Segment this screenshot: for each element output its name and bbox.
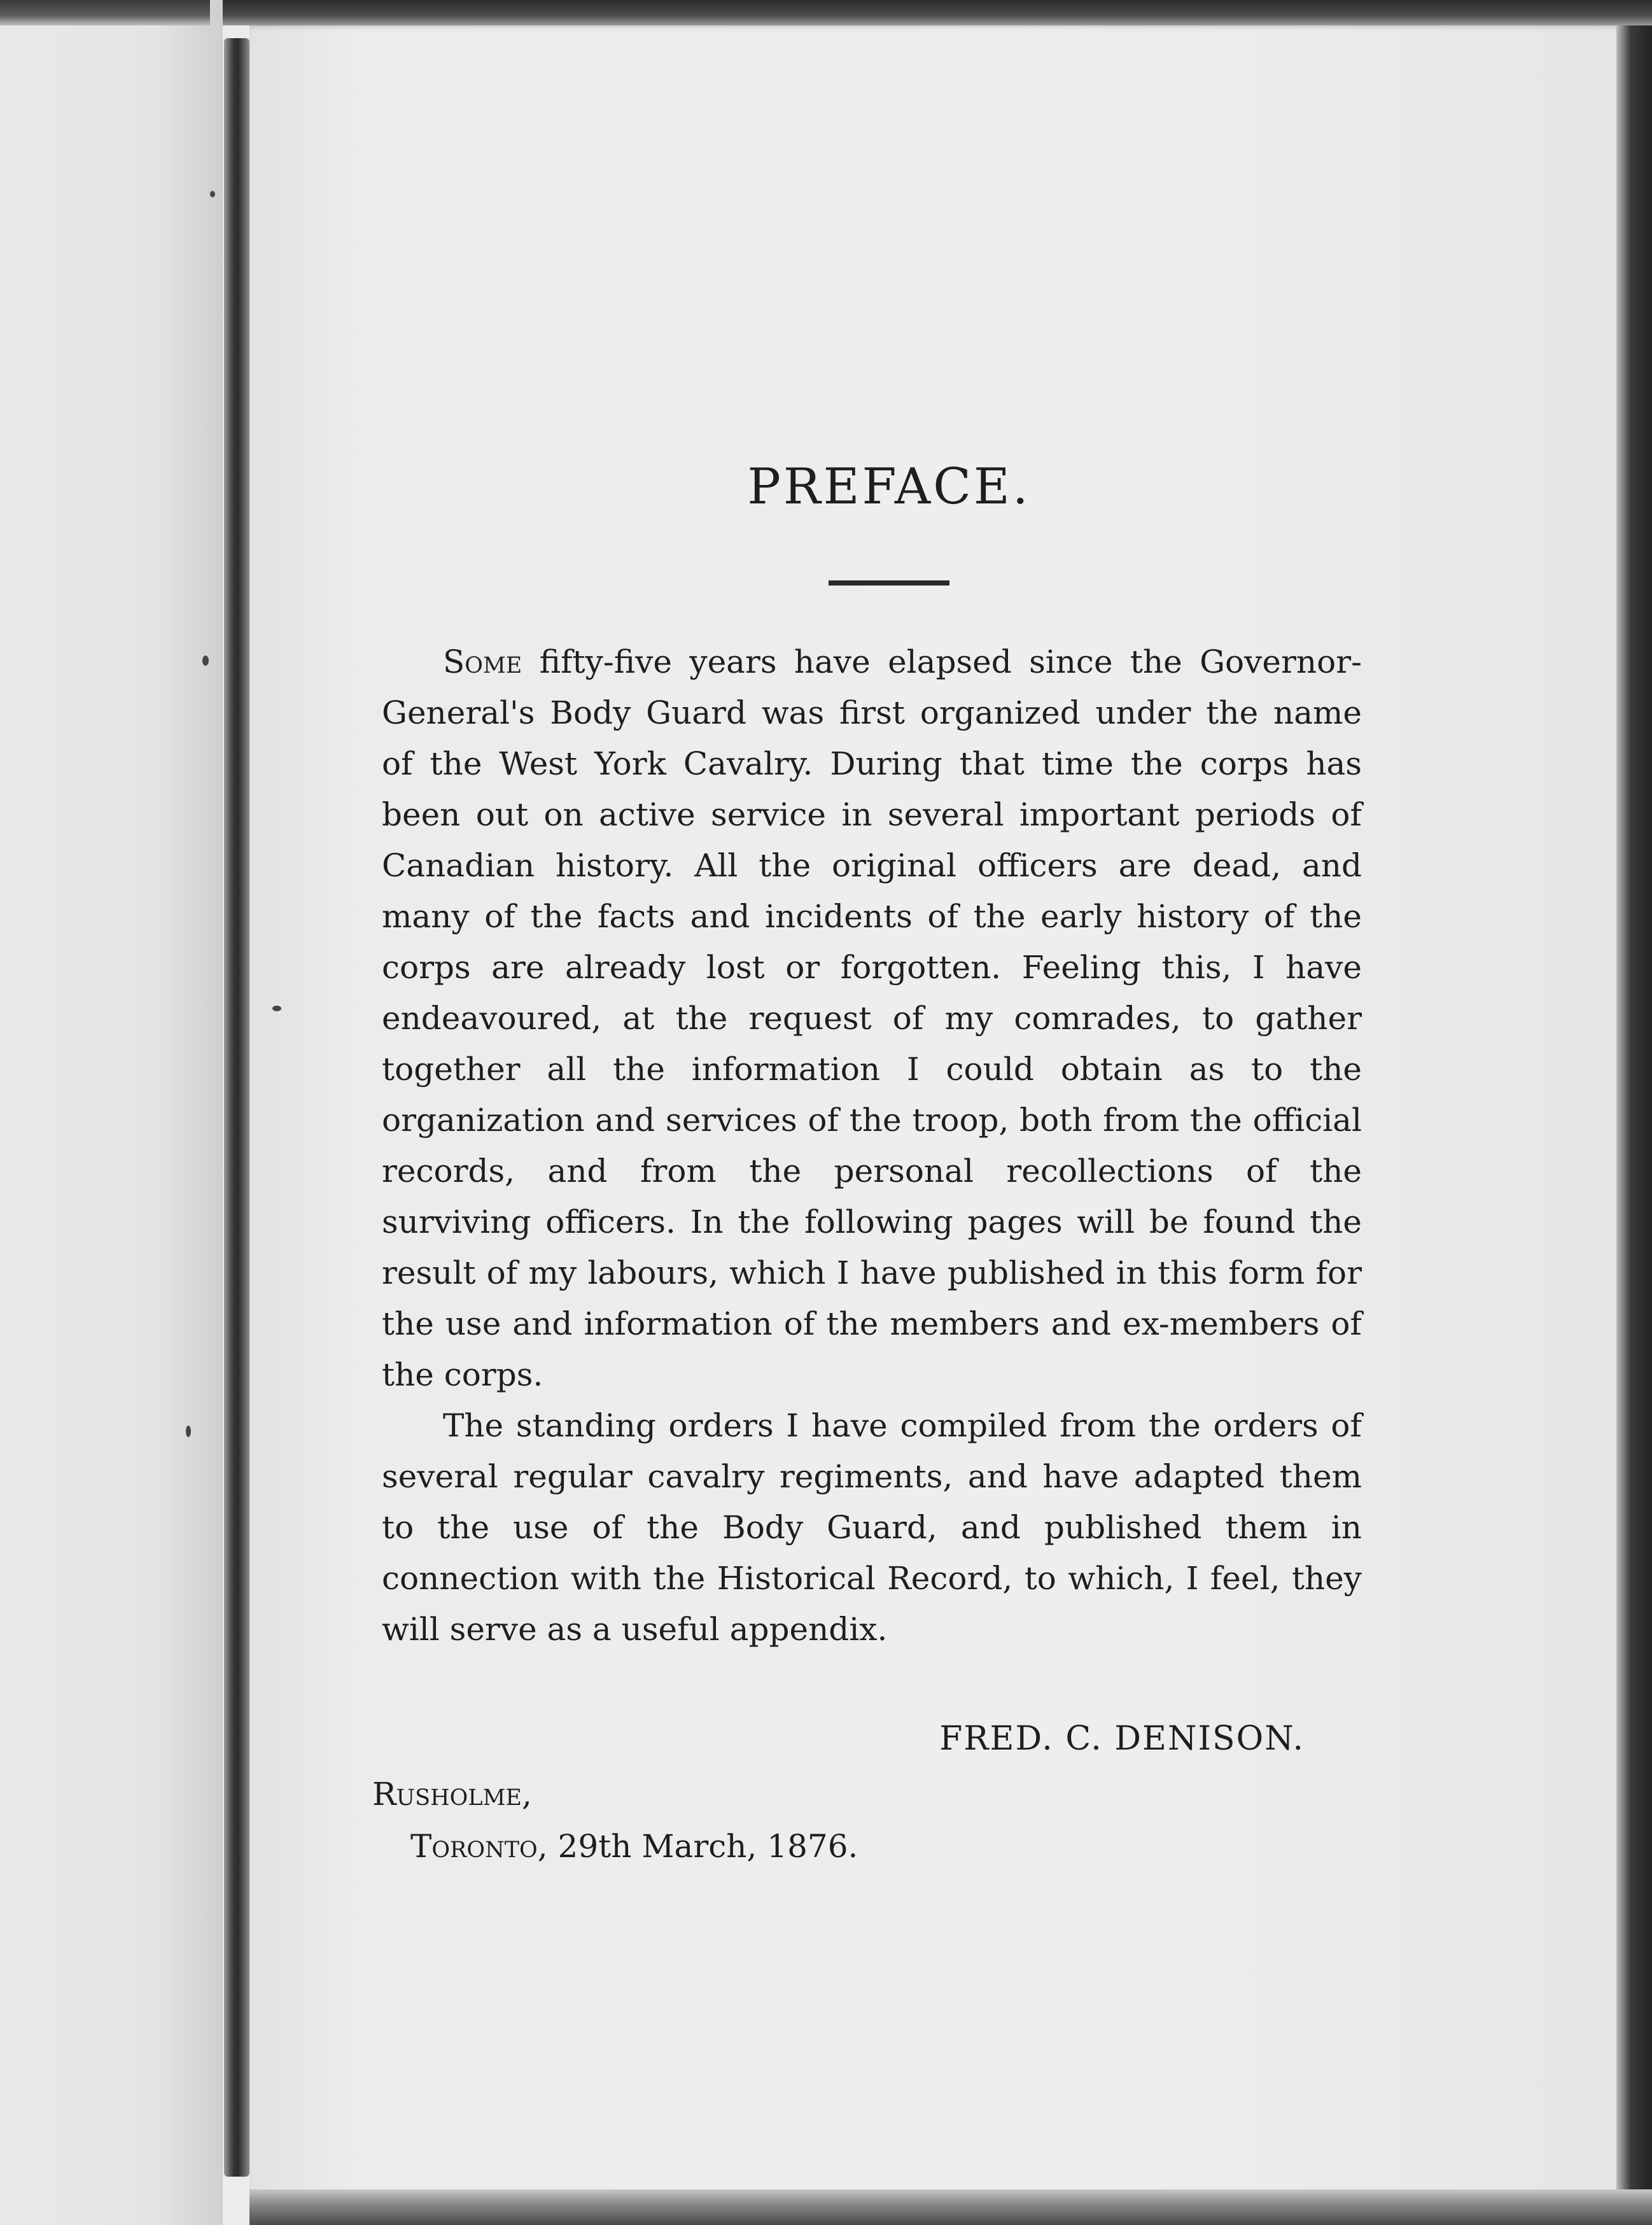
dust-speck xyxy=(186,1426,191,1437)
dust-speck xyxy=(272,1006,281,1011)
author-signature: FRED. C. DENISON. xyxy=(939,1720,1305,1758)
preface-body xyxy=(382,636,1362,1655)
paragraph-2-text: The standing orders I have compiled from the orders of several regular cavalry regiments, and have adapted them to the use of the Body Guard, and published them in connection with the Historical Record, to which, I feel, they will serve as a useful appendix. xyxy=(382,1407,1362,1648)
paragraph-1 xyxy=(382,636,1362,1400)
left-page-top-edge xyxy=(0,0,210,25)
paragraph-1-text: fifty-five years have elapsed since the Governor-General's Body Guard was first organized under the name of the West York Cavalry. During that time the corps has been out on active service in several important periods of Canadian history. All the original officers are dead, and many of the facts and incidents of the early history of the corps are already lost or forgotten. Feeling this, I have endeavoured, at the request of my comrades, to gather together all the information I could obtain as to the organization and services of the troop, both from the official records, and from the personal recollections of the surviving officers. In the following pages will be found the result of my labours, which I have published in this form for the use and information of the members and ex-members of the corps. xyxy=(382,643,1362,1393)
left-blank-page xyxy=(0,0,223,2225)
bottom-page-edge xyxy=(249,2189,1652,2225)
dust-speck xyxy=(202,656,209,666)
dust-speck xyxy=(210,191,215,197)
place-city: Toronto xyxy=(410,1828,538,1865)
right-page-edge xyxy=(1616,25,1652,2225)
place-date-line xyxy=(410,1828,858,1865)
page-title: PREFACE. xyxy=(747,458,1031,516)
place-line-1: Rusholme, xyxy=(372,1776,532,1813)
paragraph-2 xyxy=(382,1400,1362,1655)
place-date: , 29th March, 1876. xyxy=(537,1828,858,1865)
paragraph-1-lead: Some xyxy=(443,643,522,680)
top-page-edge xyxy=(0,0,1652,25)
book-gutter xyxy=(224,38,249,2177)
title-rule xyxy=(829,580,949,586)
